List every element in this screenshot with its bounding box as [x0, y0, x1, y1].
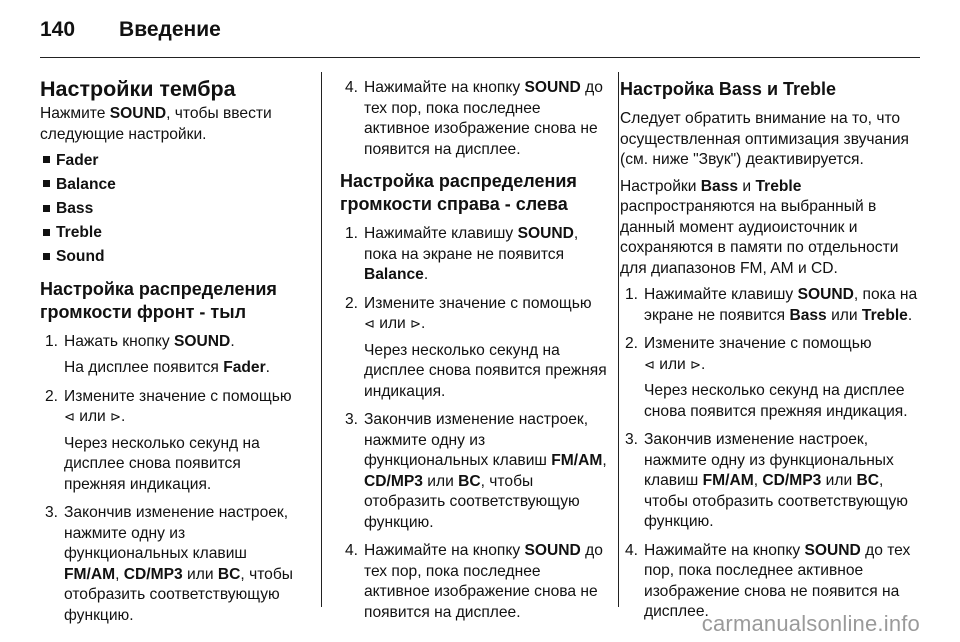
header-rule [40, 57, 920, 58]
column-divider [321, 72, 322, 607]
bullet-icon [43, 253, 50, 260]
bullet-icon [43, 205, 50, 212]
column-divider [618, 72, 619, 607]
column-1 [40, 78, 304, 634]
bullet-icon [43, 180, 50, 187]
section-title-tone: Настройки тембра [40, 77, 236, 101]
column-3 [620, 78, 920, 631]
arrow-left-icon: ⊲ [644, 356, 655, 372]
bullet-icon [43, 229, 50, 236]
step-item: 1. Нажимайте клавишу SOUND, пока на экране не появится Balance. [345, 225, 579, 283]
arrow-left-icon: ⊲ [364, 316, 375, 331]
arrow-left-icon: ⊲ [64, 409, 75, 425]
step-item: 3. Закончив изменение настроек, нажмите одну из функциональных клавиш FM/AM, CD/MP3 или BC, чтобы отобразить соответствующую функцию. [625, 431, 908, 530]
steps-fader-cont [340, 78, 610, 160]
step-item: 2. Измените значение с помощью ⊲ или ⊳. Через несколько секунд на дисплее снова появится прежняя индикация. [45, 387, 292, 493]
intro-text: Нажмите SOUND, чтобы ввести следующие настройки. [40, 105, 272, 143]
list-item: Sound [40, 247, 304, 268]
steps-bass-treble [620, 285, 920, 623]
step-item: 2. Измените значение с помощью ⊲ или ⊳. Через несколько секунд на дисплее снова появится прежняя индикация. [625, 335, 908, 420]
list-item: Bass [40, 199, 304, 220]
watermark-link[interactable]: carmanualsonline.info [701, 611, 920, 636]
bullet-icon [43, 156, 50, 163]
steps-fader [40, 332, 304, 627]
steps-balance [340, 224, 610, 623]
list-item: Fader [40, 151, 304, 172]
step-item: 3. Закончив изменение настроек, нажмите одну из функциональных клавиш FM/AM, CD/MP3 или BC, чтобы отобразить соответствующую функцию. [345, 411, 607, 531]
chapter-title: Введение [119, 18, 221, 41]
list-item: Treble [40, 223, 304, 244]
step-item: 4. Нажимайте на кнопку SOUND до тех пор, пока последнее активное изображение снова не появится на дисплее. [345, 542, 603, 621]
column-2 [340, 78, 610, 631]
arrow-right-icon: ⊳ [410, 316, 421, 331]
step-item: 4. Нажимайте на кнопку SOUND до тех пор, пока последнее активное изображение снова не появится на дисплее. [345, 79, 603, 158]
section-title-bass-treble: Настройка Bass и Treble [620, 79, 837, 99]
page-header [40, 18, 221, 42]
step-item: 3. Закончив изменение настроек, нажмите одну из функциональных клавиш FM/AM, CD/MP3 или BC, чтобы отобразить соответствующую функцию. [45, 504, 293, 624]
step-item: 2. Измените значение с помощью ⊲ или ⊳. Через несколько секунд на дисплее снова появится прежняя индикация. [345, 294, 607, 400]
list-item: Balance [40, 175, 304, 196]
page-number: 140 [40, 18, 76, 41]
step-item: 1. Нажимайте клавишу SOUND, пока на экране не появится Bass или Treble. [625, 286, 918, 324]
settings-list [40, 151, 304, 268]
step-item: 4. Нажимайте на кнопку SOUND до тех пор, пока последнее активное изображение снова не появится на дисплее. [625, 541, 911, 620]
step-item: 1. Нажать кнопку SOUND. На дисплее появится Fader. [45, 332, 271, 377]
arrow-right-icon: ⊳ [110, 409, 121, 425]
arrow-right-icon: ⊳ [690, 356, 701, 372]
note-paragraph: Следует обратить внимание на то, что осуществленная оптимизация звучания (см. ниже "Звук") деактивируется. [620, 110, 909, 168]
section-title-fader: Настройка распределения громкости фронт - тыл [40, 278, 277, 322]
info-paragraph: Настройки Bass и Treble распространяются на выбранный в данный момент аудиоисточник и сохраняются в памяти по отдельности для диапазонов FM, AM и CD. [620, 177, 899, 277]
section-title-balance: Настройка распределения громкости справа - слева [340, 171, 577, 214]
